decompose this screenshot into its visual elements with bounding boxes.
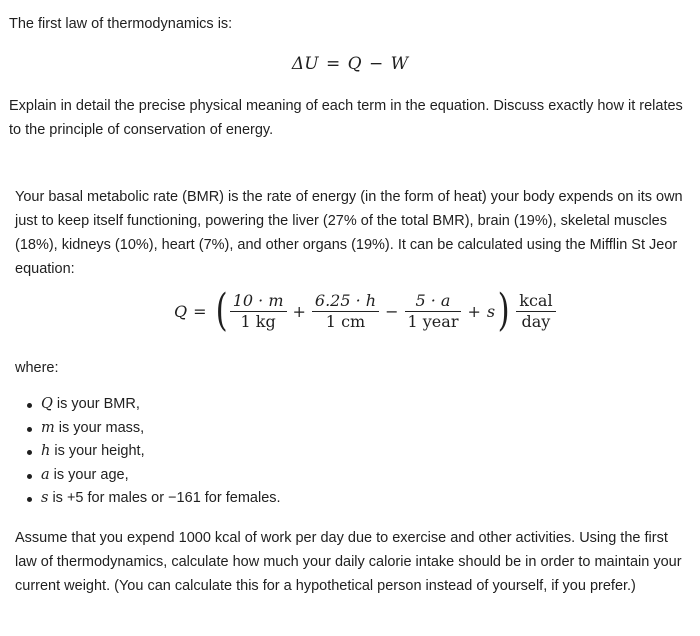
height-term [312, 291, 379, 332]
list-item-text: is your height, [54, 443, 145, 459]
mass-term-num: 10 · m [230, 291, 287, 312]
heat-q: Q [347, 54, 362, 74]
where-label: where: [15, 360, 59, 376]
age-term-num: 5 · a [405, 291, 462, 312]
list-item-text: is your BMR, [56, 396, 140, 412]
question-text: Explain in detail the precise physical meaning of each term in the equation. Discuss exactly how it relates to the principle of conservation of energy. [9, 98, 683, 138]
plus-sign-2: + [467, 301, 481, 321]
height-term-num: 6.25 · h [312, 291, 379, 312]
right-paren: ) [497, 285, 510, 336]
list-item [41, 464, 281, 488]
age-term [405, 291, 462, 332]
unit-num: kcal [516, 291, 555, 312]
intro-text: The first law of thermodynamics is: [9, 16, 233, 32]
left-paren: ( [215, 285, 228, 336]
var-h: h [41, 443, 51, 459]
final-question: Assume that you expend 1000 kcal of work per day due to exercise and other activities. Using the first law of thermodynamics, calculate how much your daily calorie intake should be in order to maintain your current weight. (You can calculate this for a hypothetical person instead of yourself, if you prefer.) [15, 530, 682, 594]
equals-sign: = [325, 54, 341, 74]
delta-u: ΔU [291, 54, 319, 74]
var-s: s [41, 490, 49, 506]
list-item-text: is +5 for males or −161 for females. [52, 490, 281, 506]
list-item-text: is your mass, [58, 419, 145, 436]
mass-term [230, 291, 287, 332]
var-a: a [41, 466, 50, 483]
age-term-den: 1 year [407, 311, 459, 331]
bmr-paragraph: Your basal metabolic rate (BMR) is the rate of energy (in the form of heat) your body expends on its own just to keep itself functioning, powering the liver (27% of the total BMR), brain (19%), skeletal muscles (18%), kidneys (10%), heart (7%), and other organs (19%). It can be calculated using the Mifflin St Jeor equation: [15, 189, 683, 277]
list-item [41, 393, 281, 417]
var-m: m [41, 419, 55, 436]
minus-sign: − [368, 54, 384, 74]
first-law-equation [0, 54, 700, 74]
plus-sign-1: + [292, 301, 306, 321]
variable-list [41, 393, 281, 511]
minus-sign-2: − [385, 301, 399, 321]
list-item [41, 440, 281, 464]
work-w: W [390, 54, 409, 74]
unit-den: day [521, 311, 551, 331]
sex-constant: s [486, 301, 496, 321]
mifflin-st-jeor-formula [174, 285, 556, 336]
formula-equals: = [193, 301, 207, 321]
list-item [41, 417, 281, 441]
mass-term-den: 1 kg [240, 311, 276, 331]
height-term-den: 1 cm [325, 311, 366, 331]
list-item-text: is your age, [53, 466, 129, 483]
var-q: Q [41, 396, 53, 412]
list-item [41, 487, 281, 511]
formula-lhs: Q [174, 301, 188, 321]
unit-fraction [516, 291, 555, 332]
